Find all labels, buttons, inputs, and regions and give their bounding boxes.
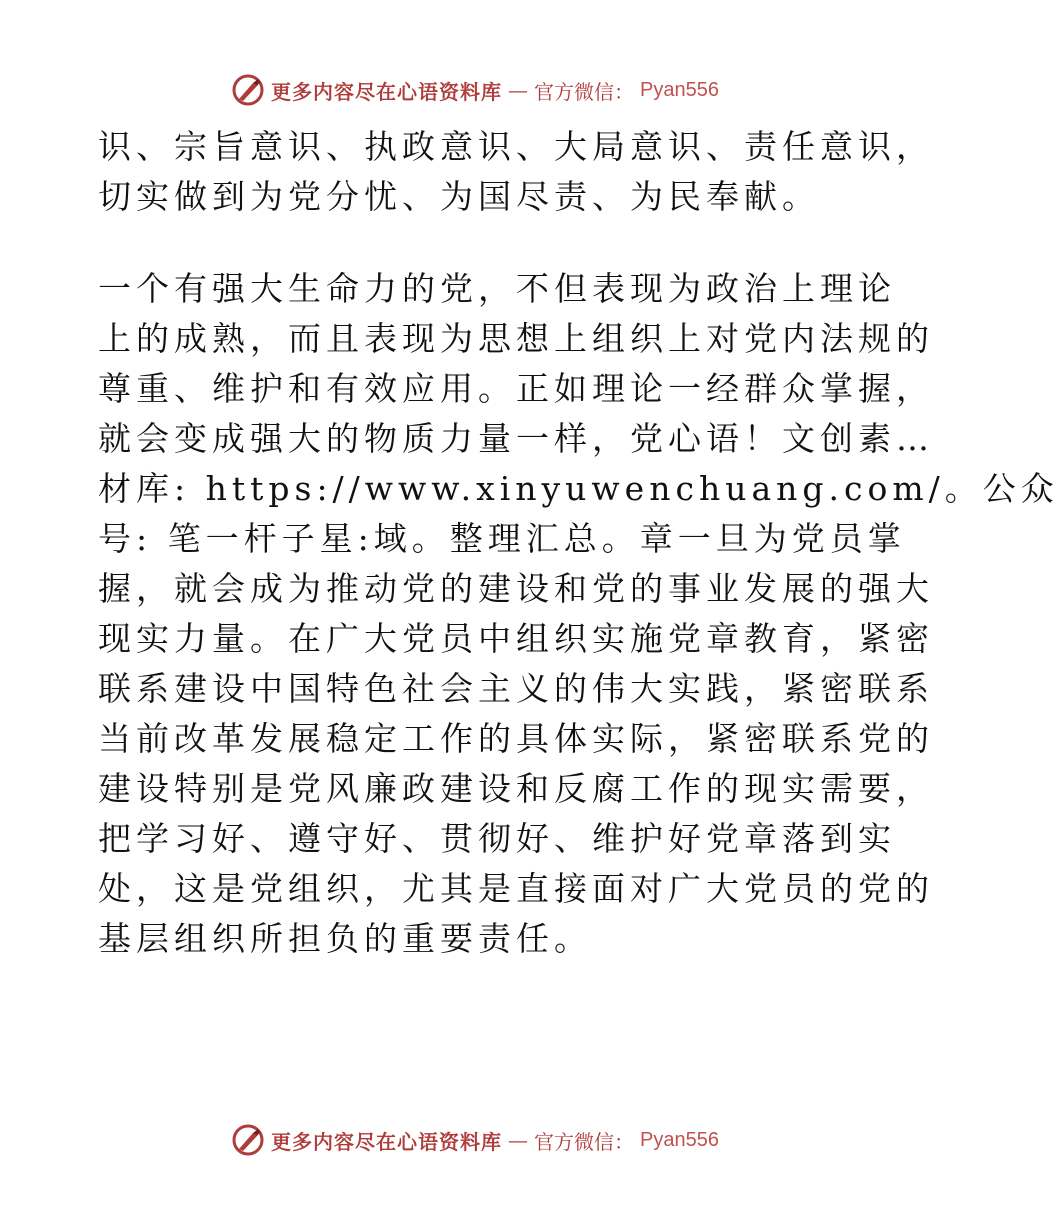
document-body [98,122,1059,964]
paragraph-gap [98,222,858,264]
text-line: 切实做到为党分忧、为国尽责、为民奉献。 [98,177,820,216]
text-line-url: 材库: https://www.xinyuwenchuang.com/。公众 [98,469,1059,508]
footer-banner [0,1120,950,1160]
banner-wechat-id: Pyan556 [640,1128,719,1151]
banner-text: 更多内容尽在心语资料库 [271,1129,503,1154]
text-line: 就会变成强大的物质力量一样，党心语！文创素… [98,419,934,458]
banner-wechat-label: 官方微信： [534,1129,635,1154]
text-line: 上的成熟，而且表现为思想上组织上对党内法规的 [98,319,934,358]
text-line: 基层组织所担负的重要责任。 [98,919,592,958]
pen-logo-icon [231,1123,265,1157]
text-line: 建设特别是党风廉政建设和反腐工作的现实需要， [98,769,934,808]
banner-dash: — [508,1128,529,1152]
text-line: 识、宗旨意识、执政意识、大局意识、责任意识， [98,127,934,166]
banner-text: 更多内容尽在心语资料库 [271,79,503,104]
banner-dash: — [508,78,529,102]
banner-wechat-id: Pyan556 [640,78,719,101]
text-line: 把学习好、遵守好、贯彻好、维护好党章落到实 [98,819,896,858]
pen-logo-icon [231,73,265,107]
text-line: 联系建设中国特色社会主义的伟大实践，紧密联系 [98,669,934,708]
text-line: 一个有强大生命力的党，不但表现为政治上理论 [98,269,896,308]
text-line: 握，就会成为推动党的建设和党的事业发展的强大 [98,569,934,608]
text-line: 号: 笔一杆子星:域。整理汇总。章一旦为党员掌 [98,519,906,558]
text-line: 当前改革发展稳定工作的具体实际，紧密联系党的 [98,719,934,758]
banner-wechat-label: 官方微信： [534,79,635,104]
text-line: 现实力量。在广大党员中组织实施党章教育，紧密 [98,619,934,658]
text-line: 处，这是党组织，尤其是直接面对广大党员的党的 [98,869,934,908]
header-banner [0,70,950,110]
text-line: 尊重、维护和有效应用。正如理论一经群众掌握， [98,369,934,408]
